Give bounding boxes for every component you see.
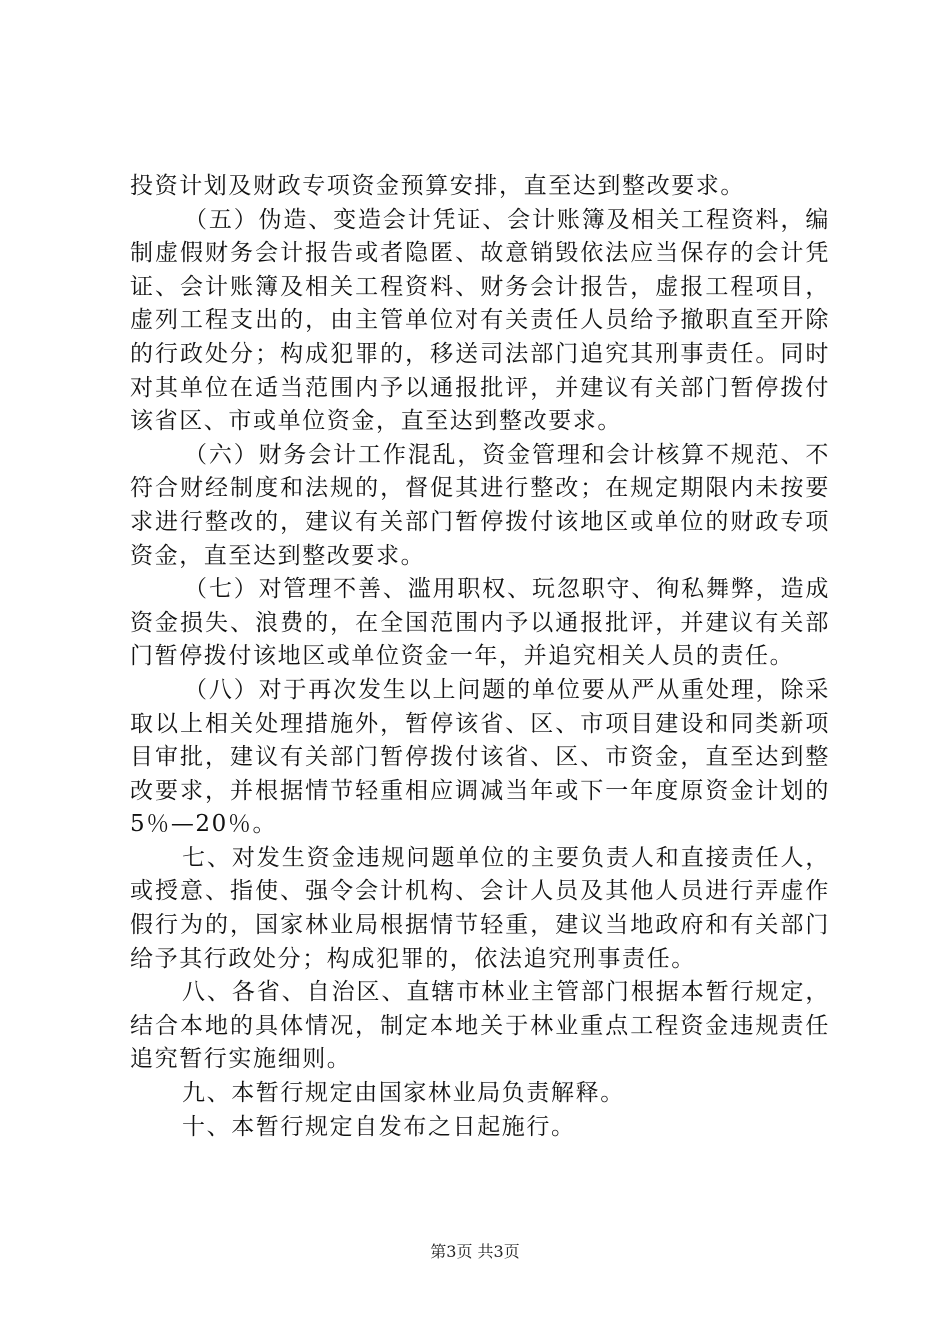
paragraph-item-7: （七）对管理不善、滥用职权、玩忽职守、徇私舞弊，造成资金损失、浪费的，在全国范围内予以通报批评，并建议有关部门暂停拨付该地区或单位资金一年，并追究相关人员的责任。 <box>130 576 830 670</box>
paragraph-section-7: 七、对发生资金违规问题单位的主要负责人和直接责任人，或授意、指使、强令会计机构、会计人员及其他人员进行弄虚作假行为的，国家林业局根据情节轻重，建议当地政府和有关部门给予其行政处分；构成犯罪的，依法追究刑事责任。 <box>130 844 830 972</box>
paragraph-section-9: 九、本暂行规定由国家林业局负责解释。 <box>182 1080 625 1107</box>
paragraph-item-5: （五）伪造、变造会计凭证、会计账簿及相关工程资料，编制虚假财务会计报告或者隐匿、故意销毁依法应当保存的会计凭证、会计账簿及相关工程资料、财务会计报告，虚报工程项目，虚列工程支出的，由主管单位对有关责任人员给予撤职直至开除的行政处分；构成犯罪的，移送司法部门追究其刑事责任。同时对其单位在适当范围内予以通报批评，并建议有关部门暂停拨付该省区、市或单位资金，直至达到整改要求。 <box>130 206 830 435</box>
paragraph-section-8: 八、各省、自治区、直辖市林业主管部门根据本暂行规定，结合本地的具体情况，制定本地关于林业重点工程资金违规责任追究暂行实施细则。 <box>130 979 830 1073</box>
paragraph-item-6: （六）财务会计工作混乱，资金管理和会计核算不规范、不符合财经制度和法规的，督促其进行整改；在规定期限内未按要求进行整改的，建议有关部门暂停拨付该地区或单位的财政专项资金，直至达到整改要求。 <box>130 441 830 569</box>
page-number-footer: 第3页 共3页 <box>430 1242 520 1261</box>
document-body <box>130 170 830 1144</box>
paragraph-continuation: 投资计划及财政专项资金预算安排，直至达到整改要求。 <box>130 173 745 199</box>
paragraph-section-10: 十、本暂行规定自发布之日起施行。 <box>182 1113 576 1140</box>
paragraph-item-8: （八）对于再次发生以上问题的单位要从严从重处理，除采取以上相关处理措施外，暂停该省、区、市项目建设和同类新项目审批，建议有关部门暂停拨付该省、区、市资金，直至达到整改要求，并根据情节轻重相应调减当年或下一年度原资金计划的5％—20％。 <box>130 676 830 838</box>
